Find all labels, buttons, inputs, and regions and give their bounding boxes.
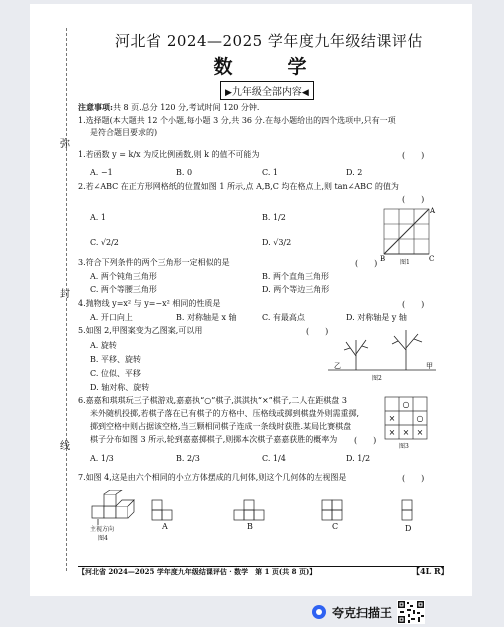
fig1-point-c: C [429, 255, 435, 261]
q4-option-b: B. 对称轴是 x 轴 [176, 313, 237, 322]
notice-label: 注意事项: [78, 102, 113, 112]
binding-char-2: 封 [60, 289, 70, 300]
binding-char-1: 弥 [60, 139, 70, 150]
q7-stem: 7.如图 4,这是由六个相同的小立方体摆成的几何体,则这个几何体的左视图是 [78, 473, 347, 482]
q2-option-c: C. √2/2 [90, 238, 119, 247]
figure-4-direction: 主视方向 [90, 526, 115, 533]
q7-view-b [232, 498, 270, 522]
q6-answer-bracket: ( ) [354, 436, 377, 445]
q2-stem: 2.若∠ABC 在正方形网格纸的位置如图 1 所示,点 A,B,C 均在格点上,则 tan∠ABC 的值为 [78, 182, 399, 191]
q3-option-d: D. 两个等边三角形 [262, 285, 330, 294]
fig2-label-jia: 甲 [426, 362, 433, 370]
q4-option-a: A. 开口向上 [90, 313, 133, 322]
q1-option-b: B. 0 [176, 168, 193, 177]
subject-title: 数 学 [213, 56, 325, 78]
fig3-x-mark: × [388, 428, 396, 437]
figure-3-board [384, 396, 428, 440]
q6-line-2: 米外随机投掷,若棋子落在已有棋子的方格中、压格线或掷到棋盘外则需重掷, [90, 409, 360, 418]
q1-stem: 1.若函数 y = k/x 为反比例函数,则 k 的值不可能为 [78, 150, 260, 159]
q4-option-d: D. 对称轴是 y 轴 [346, 313, 407, 322]
fig3-o-mark: ○ [402, 400, 410, 409]
fig1-point-a: A [430, 207, 436, 215]
fig3-x-mark: × [402, 428, 410, 437]
fig3-o-mark: ○ [416, 414, 424, 423]
exam-title: 河北省 2024—2025 学年度九年级结课评估 [115, 32, 423, 50]
q2-option-a: A. 1 [90, 213, 106, 222]
q6-option-c: C. 1/4 [262, 454, 286, 463]
notice-line-3: 是符合题目要求的) [90, 128, 158, 137]
brand-name: 夸克扫描王 [332, 605, 393, 620]
notice-line-2: 1.选择题(本大题共 12 个小题,每小题 3 分,共 36 分.在每小题给出的四个选项中,只有一项 [78, 116, 396, 125]
q1-option-a: A. −1 [90, 168, 113, 177]
q6-option-a: A. 1/3 [90, 454, 114, 463]
figure-3-caption: 图3 [399, 443, 409, 450]
q3-answer-bracket: ( ) [355, 259, 378, 268]
figure-2-trees [326, 326, 438, 374]
q3-option-a: A. 两个钝角三角形 [90, 272, 157, 281]
q1-answer-bracket: ( ) [402, 151, 425, 160]
q7-view-d [398, 498, 418, 522]
triangle-left-icon: ◀ [301, 88, 309, 98]
q5-stem: 5.如图 2,甲图案变为乙图案,可以用 [78, 326, 203, 335]
q4-stem: 4.抛物线 y=x² 与 y=−x² 相同的性质是 [78, 299, 221, 308]
q2-answer-bracket: ( ) [402, 195, 425, 204]
q2-option-b: B. 1/2 [262, 213, 286, 222]
q7-option-b: B [247, 522, 253, 531]
quark-logo-icon [312, 605, 326, 619]
binding-char-3: 线 [60, 441, 70, 452]
fig3-x-mark: × [416, 428, 424, 437]
q5-answer-bracket: ( ) [306, 327, 329, 336]
notice-text: 共 8 页.总分 120 分,考试时间 120 分钟. [112, 103, 260, 112]
q3-option-b: B. 两个直角三角形 [262, 272, 329, 281]
q4-option-c: C. 有最高点 [262, 313, 305, 322]
figure-1-grid [380, 205, 436, 261]
q6-line-4: 棋子分布如图 3 所示,轮到嘉嘉掷棋子,则掷本次棋子嘉嘉获胜的概率为 [90, 435, 338, 444]
q4-answer-bracket: ( ) [402, 300, 425, 309]
q7-view-a [150, 498, 178, 522]
scope-text: 九年级全部内容 [231, 87, 302, 98]
q6-line-1: 6.嘉嘉和琪琪玩三子棋游戏,嘉嘉执“○”棋子,淇淇执“×”棋子,二人在距棋盘 3 [78, 396, 347, 405]
q5-option-c: C. 位似、平移 [90, 369, 141, 378]
q7-answer-bracket: ( ) [402, 474, 425, 483]
scope-banner [220, 81, 314, 100]
q6-option-d: D. 1/2 [346, 454, 371, 463]
footer-left: 【河北省 2024—2025 学年度九年级结课评估 · 数学 第 1 页(共 8 页)】 [78, 567, 317, 576]
q3-stem: 3.符合下列条件的两个三角形一定相似的是 [78, 258, 230, 267]
q6-line-3: 掷到空格中则占据该空格,当三颗相同棋子连成一条线时获胜.某局比赛棋盘 [90, 422, 352, 431]
fig2-label-yi: 乙 [334, 362, 341, 370]
q6-option-b: B. 2/3 [176, 454, 200, 463]
scanner-brand [312, 600, 392, 624]
q3-option-c: C. 两个等腰三角形 [90, 285, 157, 294]
q7-option-d: D [405, 524, 412, 533]
notice-line-1 [78, 102, 259, 113]
figure-2-caption: 图2 [372, 375, 382, 382]
q2-option-d: D. √3/2 [262, 238, 292, 247]
q1-option-c: C. 1 [262, 168, 279, 177]
triangle-right-icon: ▶ [225, 88, 232, 98]
q7-option-a: A [162, 522, 168, 531]
fig3-x-mark: × [388, 414, 396, 423]
q7-option-c: C [332, 522, 339, 531]
q5-option-b: B. 平移、旋转 [90, 355, 141, 364]
q1-option-d: D. 2 [346, 168, 363, 177]
qr-code-icon [397, 600, 425, 624]
figure-1-caption: 图1 [400, 259, 410, 266]
footer-right: 【4L R】 [412, 566, 449, 576]
q5-option-a: A. 旋转 [90, 341, 117, 350]
fig1-point-b: B [380, 255, 386, 261]
figure-4-cubes [88, 490, 152, 526]
figure-4-caption: 图4 [98, 535, 108, 542]
q5-option-d: D. 轴对称、旋转 [90, 383, 150, 392]
q7-view-c [320, 498, 348, 522]
